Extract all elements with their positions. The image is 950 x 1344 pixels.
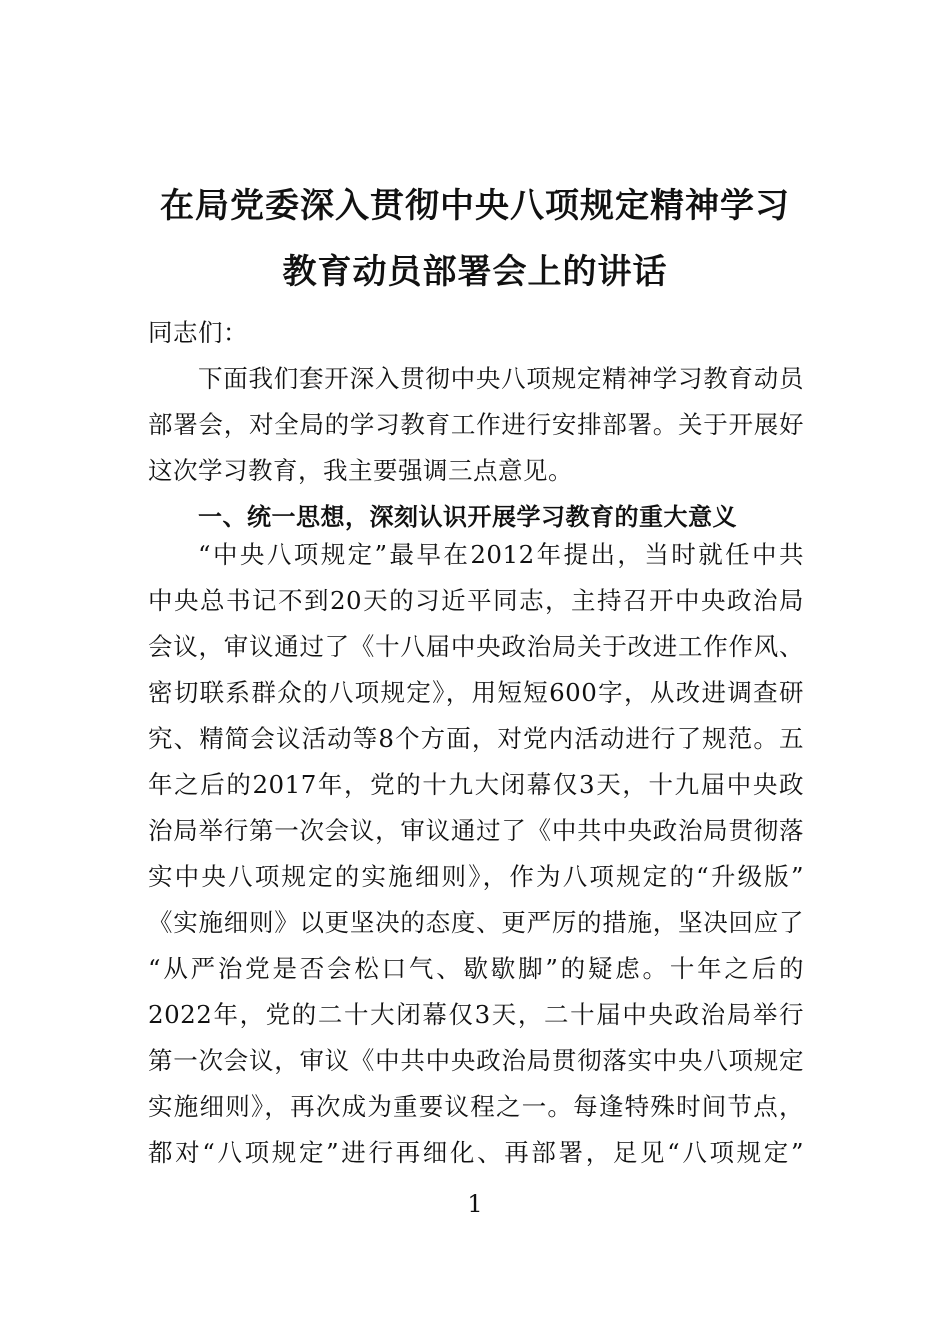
paragraph-line: 下面我们套开深入贯彻中央八项规定精神学习教育动员 <box>198 364 804 393</box>
paragraph-line: 第一次会议，审议《中共中央政治局贯彻落实中央八项规定 <box>148 1046 804 1075</box>
salutation: 同志们： <box>148 318 248 347</box>
paragraph-line: 部署会，对全局的学习教育工作进行安排部署。关于开展好 <box>148 410 804 439</box>
paragraph-line: 究、精简会议活动等8个方面，对党内活动进行了规范。五 <box>148 724 804 753</box>
paragraph-line: 中央总书记不到20天的习近平同志，主持召开中央政治局 <box>148 586 804 615</box>
paragraph-line: “从严治党是否会松口气、歇歇脚”的疑虑。十年之后的 <box>148 954 804 983</box>
paragraph-line: 密切联系群众的八项规定》，用短短600字，从改进调查研 <box>148 678 804 707</box>
paragraph-line: 实中央八项规定的实施细则》，作为八项规定的“升级版” <box>148 862 804 891</box>
document-title-line-2: 教育动员部署会上的讲话 <box>282 252 668 292</box>
paragraph-line: 《实施细则》以更坚决的态度、更严厉的措施，坚决回应了 <box>148 908 804 937</box>
paragraph-line: 实施细则》，再次成为重要议程之一。每逢特殊时间节点， <box>148 1092 804 1121</box>
paragraph-line: 年之后的2017年，党的十九大闭幕仅3天，十九届中央政 <box>148 770 804 799</box>
document-title-line-1: 在局党委深入贯彻中央八项规定精神学习 <box>160 186 790 226</box>
paragraph-line: 2022年，党的二十大闭幕仅3天，二十届中央政治局举行 <box>148 1000 804 1029</box>
paragraph-line: 治局举行第一次会议，审议通过了《中共中央政治局贯彻落 <box>148 816 804 845</box>
paragraph-line: “中央八项规定”最早在2012年提出，当时就任中共 <box>198 540 804 569</box>
paragraph-line: 会议，审议通过了《十八届中央政治局关于改进工作作风、 <box>148 632 804 661</box>
page-number: 1 <box>467 1190 483 1218</box>
section-heading: 一、统一思想，深刻认识开展学习教育的重大意义 <box>198 503 737 531</box>
paragraph-line: 这次学习教育，我主要强调三点意见。 <box>148 456 573 485</box>
paragraph-line: 都对“八项规定”进行再细化、再部署，足见“八项规定” <box>148 1138 804 1167</box>
